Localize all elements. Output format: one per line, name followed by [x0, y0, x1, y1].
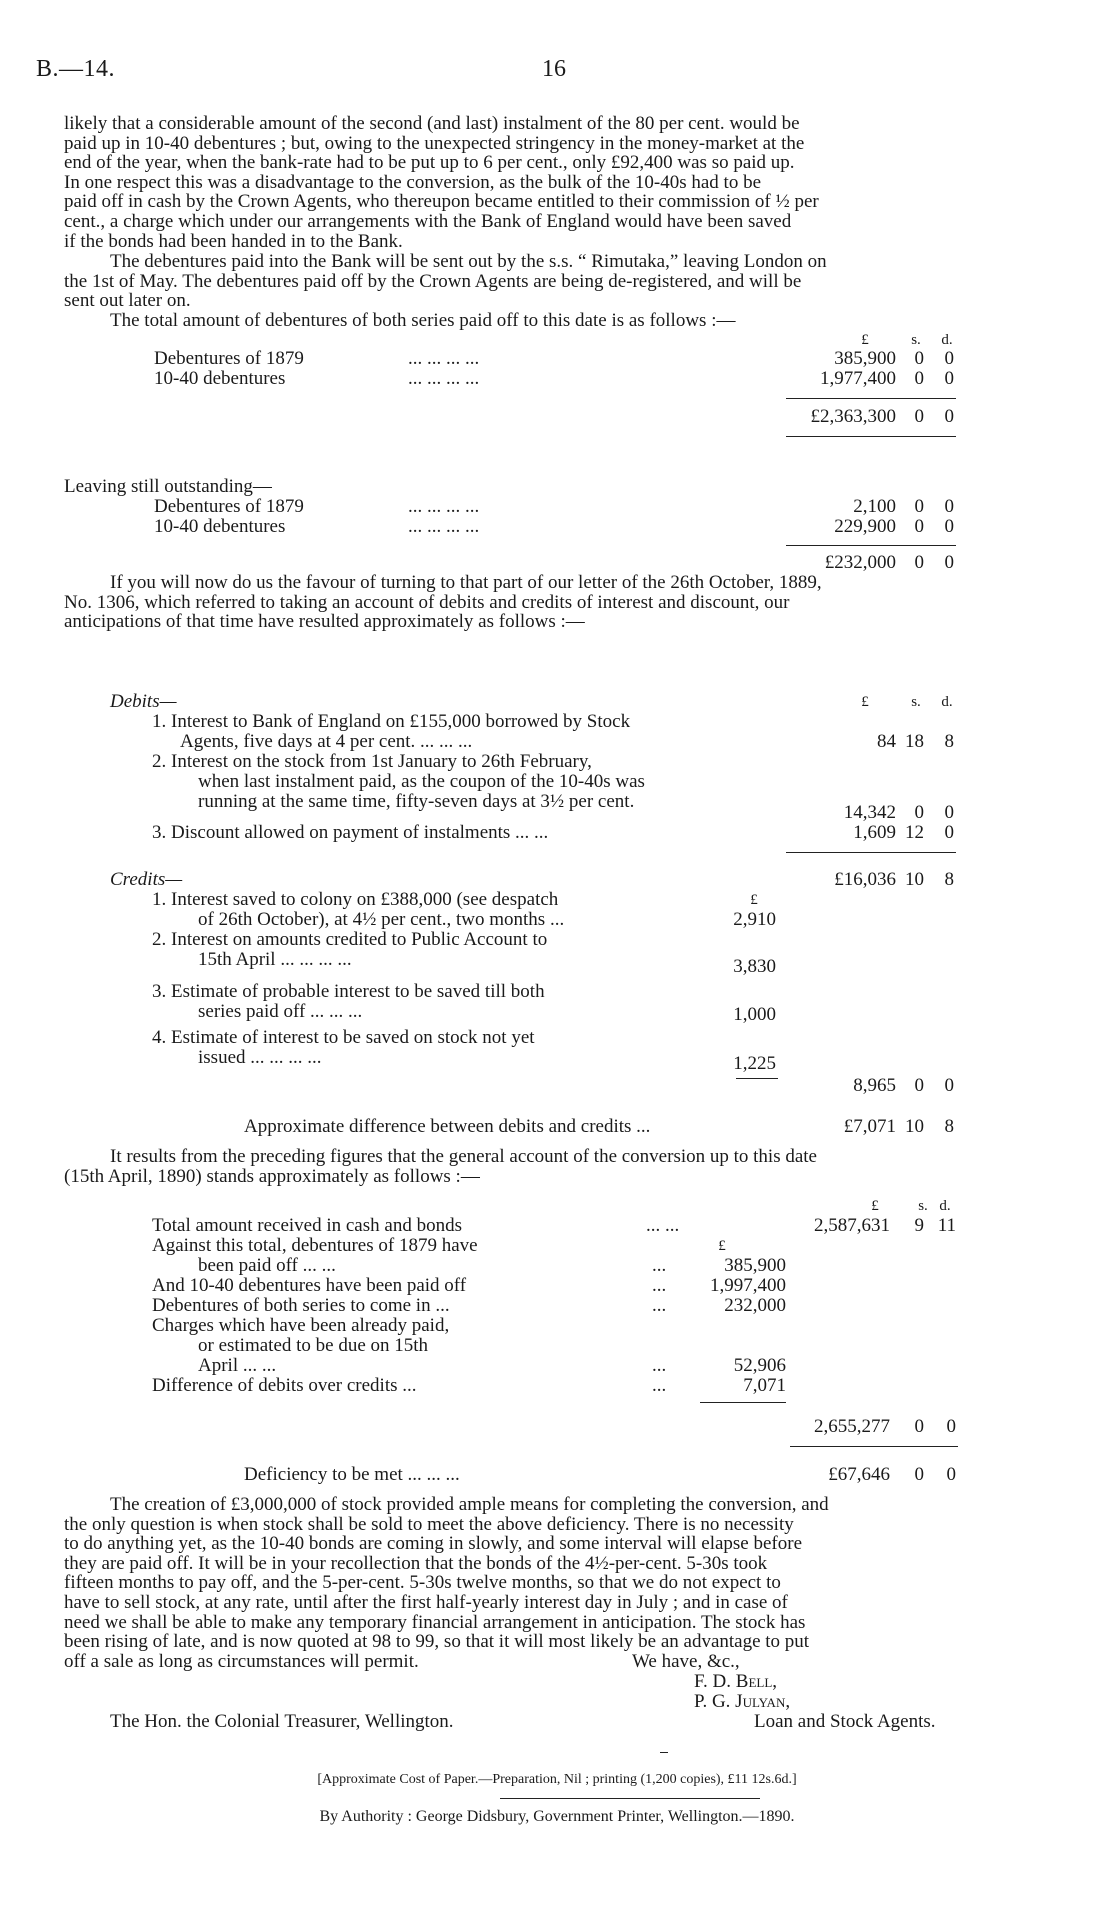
signer-name: P. G. Julyan, [694, 1691, 791, 1712]
signer-role: Loan and Stock Agents. [754, 1711, 936, 1732]
col-head-pounds: £ [861, 332, 869, 348]
total-pounds: £232,000 [824, 552, 896, 573]
amount-pence: 11 [937, 1215, 956, 1236]
credit-item-line: 2. Interest on amounts credited to Public Account to [152, 929, 548, 950]
general-item-line: Debentures of both series to come in ... [152, 1295, 450, 1316]
paragraph-general-account [64, 1147, 1054, 1186]
leader-dots: ... ... [646, 1215, 680, 1236]
text-line: if the bonds had been handed in to the Bank. [64, 230, 403, 252]
received-label: Total amount received in cash and bonds [152, 1215, 462, 1236]
intro-paragraph [64, 114, 1054, 251]
text-line: sent out later on. [64, 290, 191, 312]
amount-shillings: 12 [905, 822, 924, 843]
col-head-pence: d. [939, 1198, 951, 1214]
sum-rule [786, 436, 956, 437]
amount-pence: 8 [944, 731, 954, 752]
text-line: the 1st of May. The debentures paid off by the Crown Agents are being de-registered, and will be [64, 270, 802, 292]
table-row-label: Debentures of 1879 [154, 348, 304, 369]
credit-item-line: 15th April ... ... ... ... [198, 949, 352, 970]
amount-pence: 0 [944, 368, 954, 389]
total-pence: 0 [946, 1416, 956, 1437]
amount-shillings: 0 [914, 802, 924, 823]
table-row-label: Debentures of 1879 [154, 496, 304, 517]
amount-shillings: 0 [914, 368, 924, 389]
amount-pence: 0 [944, 802, 954, 823]
difference-label: Approximate difference between debits and credits ... [244, 1116, 651, 1137]
total-pence: 0 [944, 552, 954, 573]
credit-item-line: 3. Estimate of probable interest to be saved till both [152, 981, 545, 1002]
text-line: likely that a considerable amount of the second (and last) instalment of the 80 per cent. would be [64, 113, 800, 134]
section-heading: Leaving still outstanding— [64, 476, 272, 497]
credit-item-line: 1. Interest saved to colony on £388,000 (see despatch [152, 889, 559, 910]
text-line: (15th April, 1890) stands approximately as follows :— [64, 1165, 480, 1187]
leader-dots: ... [652, 1275, 667, 1296]
credit-amount: 1,225 [733, 1053, 776, 1074]
total-pounds: 8,965 [853, 1075, 896, 1096]
paragraph-total-intro: The total amount of debentures of both series paid off to this date is as follows :— [110, 310, 736, 331]
general-item-line: Difference of debits over credits ... [152, 1375, 417, 1396]
paragraph-anticipations [64, 573, 1054, 632]
amount-shillings: 0 [914, 496, 924, 517]
amount-pounds: 229,900 [834, 516, 896, 537]
inner-amount: 52,906 [733, 1355, 786, 1376]
sum-rule [786, 398, 956, 399]
text-line: In one respect this was a disadvantage to the conversion, as the bulk of the 10-40s had to be [64, 171, 762, 193]
leader-dots: ... ... ... ... [408, 516, 480, 537]
total-shillings: 0 [914, 1416, 924, 1437]
text-line: been rising of late, and is now quoted at 98 to 99, so that it will most likely be an advantage to put [64, 1631, 810, 1653]
signer-name: F. D. Bell, [694, 1671, 778, 1692]
total-shillings: 0 [914, 406, 924, 427]
printer-imprint: By Authority : George Didsbury, Government Printer, Wellington.—1890. [319, 1808, 795, 1825]
text-line: to do anything yet, as the 10-40 bonds are coming in slowly, and some interval will elapse before [64, 1533, 803, 1555]
amount-pence: 0 [944, 496, 954, 517]
sum-rule [786, 545, 956, 546]
credit-item-line: 4. Estimate of interest to be saved on stock not yet [152, 1027, 535, 1048]
text-line: paid off in cash by the Crown Agents, who thereupon became entitled to their commission of ½ per [64, 191, 819, 213]
credit-item-line: series paid off ... ... ... [198, 1001, 363, 1022]
total-pence: 8 [944, 869, 954, 890]
credit-item-line: of 26th October), at 4½ per cent., two months ... [198, 909, 565, 930]
col-head-shillings: s. [911, 332, 921, 348]
deficiency-pence: 0 [946, 1464, 956, 1485]
total-pence: 0 [944, 1075, 954, 1096]
deficiency-label: Deficiency to be met ... ... ... [244, 1464, 460, 1485]
col-head-pounds: £ [750, 892, 758, 908]
col-head-pounds: £ [861, 694, 869, 710]
debit-item-line: when last instalment paid, as the coupon of the 10-40s was [198, 771, 645, 792]
credits-heading: Credits— [110, 869, 183, 890]
col-head-shillings: s. [911, 694, 921, 710]
page-number: 16 [542, 56, 566, 82]
amount-pence: 0 [944, 516, 954, 537]
amount-pounds: 84 [877, 731, 896, 752]
leader-dots: ... ... ... ... [408, 368, 480, 389]
addressee: The Hon. the Colonial Treasurer, Wellington. [110, 1711, 454, 1732]
text-line: The debentures paid into the Bank will be sent out by the s.s. “ Rimutaka,” leaving London on [110, 251, 827, 272]
inner-amount: 232,000 [724, 1295, 786, 1316]
text-line: If you will now do us the favour of turning to that part of our letter of the 26th October, 1889, [110, 572, 822, 593]
table-row-label: 10-40 debentures [154, 368, 286, 389]
total-pence: 0 [944, 406, 954, 427]
deficiency-pounds: £67,646 [828, 1464, 890, 1485]
general-item-line: And 10-40 debentures have been paid off [152, 1275, 467, 1296]
amount-pounds: 2,587,631 [814, 1215, 890, 1236]
text-line: anticipations of that time have resulted approximately as follows :— [64, 611, 585, 633]
table-row-label: 10-40 debentures [154, 516, 286, 537]
total-shillings: 10 [905, 869, 924, 890]
text-line: end of the year, when the bank-rate had to be put up to 6 per cent., only £92,400 was so paid up. [64, 152, 795, 174]
paragraph-shipping [64, 252, 1054, 311]
credit-amount: 3,830 [733, 956, 776, 977]
inner-amount: 385,900 [724, 1255, 786, 1276]
amount-pounds: 2,100 [853, 496, 896, 517]
amount-pounds: 385,900 [834, 348, 896, 369]
amount-shillings: 0 [914, 516, 924, 537]
text-line: the only question is when stock shall be sold to meet the above deficiency. There is no necessity [64, 1513, 794, 1535]
text-line: fifteen months to pay off, and the 5-per-cent. 5-30s twelve months, so that we do not expect to [64, 1572, 781, 1594]
total-pounds: £2,363,300 [810, 406, 896, 427]
amount-shillings: 0 [914, 348, 924, 369]
amount-pence: 0 [944, 348, 954, 369]
sum-rule [790, 1446, 958, 1447]
difference-pounds: £7,071 [843, 1116, 896, 1137]
col-head-pence: d. [941, 332, 953, 348]
col-head-pounds: £ [871, 1198, 879, 1214]
divider [500, 1798, 760, 1799]
text-line: need we shall be able to make any temporary financial arrangement in anticipation. The stock has [64, 1611, 806, 1633]
amount-shillings: 9 [914, 1215, 924, 1236]
amount-shillings: 18 [905, 731, 924, 752]
total-pounds: 2,655,277 [814, 1416, 890, 1437]
inner-amount: 1,997,400 [710, 1275, 786, 1296]
col-head-pounds: £ [718, 1238, 726, 1254]
sum-rule [786, 852, 956, 853]
leader-dots: ... ... ... ... [408, 348, 480, 369]
cost-note: [Approximate Cost of Paper.—Preparation, Nil ; printing (1,200 copies), £11 12s.6d.] [317, 1772, 797, 1787]
difference-pence: 8 [944, 1116, 954, 1137]
general-item-line: Against this total, debentures of 1879 have [152, 1235, 478, 1256]
credit-item-line: issued ... ... ... ... [198, 1047, 322, 1068]
paragraph-closing [64, 1495, 1054, 1671]
amount-pounds: 1,977,400 [820, 368, 896, 389]
credit-amount: 2,910 [733, 909, 776, 930]
divider [660, 1752, 668, 1753]
debit-item-line: 1. Interest to Bank of England on £155,000 borrowed by Stock [152, 711, 631, 732]
debit-item-line: Agents, five days at 4 per cent. ... ... ... [180, 731, 473, 752]
leader-dots: ... [652, 1255, 667, 1276]
general-item-line: been paid off ... ... [198, 1255, 336, 1276]
general-item-line: April ... ... [198, 1355, 277, 1376]
general-item-line: or estimated to be due on 15th [198, 1335, 429, 1356]
difference-shillings: 10 [905, 1116, 924, 1137]
leader-dots: ... [652, 1295, 667, 1316]
col-head-shillings: s. [918, 1198, 928, 1214]
total-shillings: 0 [914, 1075, 924, 1096]
total-pounds: £16,036 [834, 869, 896, 890]
text-line: they are paid off. It will be in your recollection that the bonds of the 4½-per-cent. 5-30s took [64, 1552, 768, 1574]
text-line: The creation of £3,000,000 of stock provided ample means for completing the conversion, and [110, 1494, 829, 1515]
leader-dots: ... [652, 1375, 667, 1396]
amount-pounds: 1,609 [853, 822, 896, 843]
valediction: We have, &c., [632, 1651, 740, 1672]
debit-item-line: running at the same time, fifty-seven days at 3½ per cent. [198, 791, 635, 812]
deficiency-shillings: 0 [914, 1464, 924, 1485]
credit-amount: 1,000 [733, 1004, 776, 1025]
leader-dots: ... ... ... ... [408, 496, 480, 517]
leader-dots: ... [652, 1355, 667, 1376]
text-line: paid up in 10-40 debentures ; but, owing to the unexpected stringency in the money-market at the [64, 132, 805, 154]
text-line: have to sell stock, at any rate, until after the first half-yearly interest day in July ; and in case of [64, 1591, 788, 1613]
amount-pounds: 14,342 [843, 802, 896, 823]
text-line: cent., a charge which under our arrangements with the Bank of England would have been saved [64, 210, 792, 232]
sum-rule [700, 1402, 786, 1403]
text-line: No. 1306, which referred to taking an account of debits and credits of interest and discount, our [64, 591, 790, 613]
text-line: It results from the preceding figures that the general account of the conversion up to this date [110, 1146, 817, 1167]
debit-item-line: 3. Discount allowed on payment of instalments ... ... [152, 822, 549, 843]
amount-pence: 0 [944, 822, 954, 843]
debits-heading: Debits— [110, 691, 177, 712]
inner-amount: 7,071 [743, 1375, 786, 1396]
col-head-pence: d. [941, 694, 953, 710]
page-reference: B.—14. [36, 56, 116, 82]
total-shillings: 0 [914, 552, 924, 573]
text-line: off a sale as long as circumstances will permit. [64, 1650, 419, 1672]
general-item-line: Charges which have been already paid, [152, 1315, 450, 1336]
debit-item-line: 2. Interest on the stock from 1st January to 26th February, [152, 751, 592, 772]
